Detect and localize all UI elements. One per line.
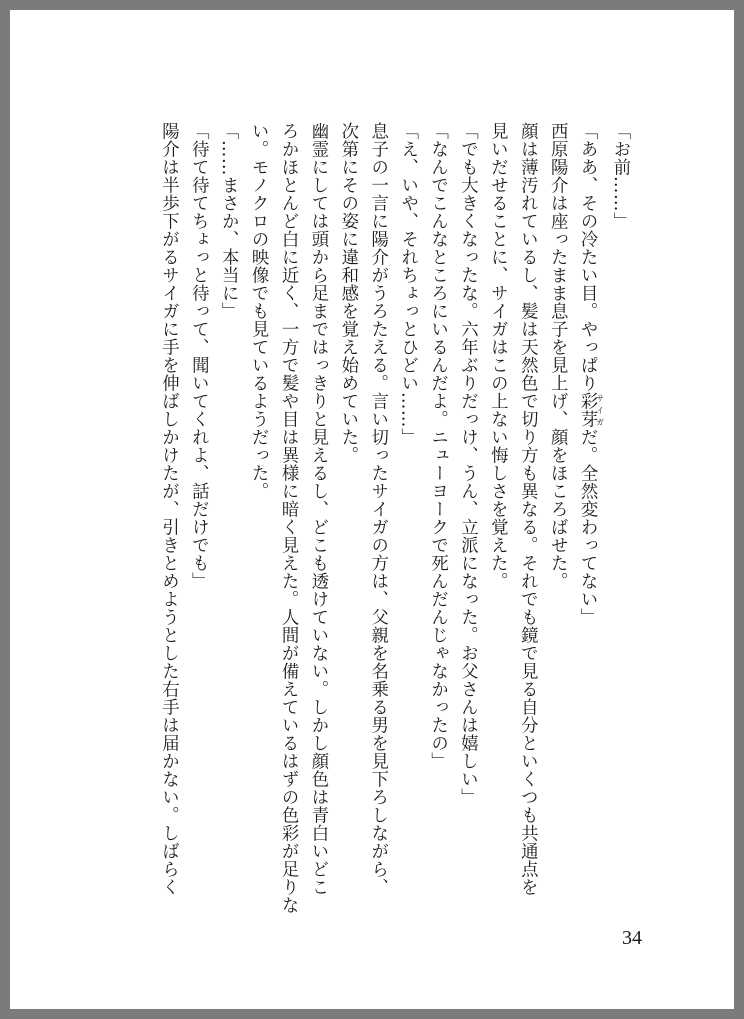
text-line: 見いだせることに、サイガはこの上ない悔しさを覚えた。 bbox=[487, 122, 508, 590]
text-line: 顔は薄汚れているし、髪は天然色で切り方も異なる。それでも鏡で見る自分といくつも共通点を bbox=[517, 122, 538, 896]
vertical-text-body bbox=[153, 122, 635, 942]
text-line: い。モノクロの映像でも見ているようだった。 bbox=[248, 122, 269, 500]
text-line: 「待て待てちょっと待って、聞いてくれよ、話だけでも」 bbox=[188, 122, 209, 590]
text-line: 西原陽介は座ったまま息子を見上げ、顔をほころばせた。 bbox=[547, 122, 568, 590]
text-line: 「なんでこんなところにいるんだよ。ニューヨークで死んだんじゃなかったの」 bbox=[427, 122, 448, 770]
text-line: 「でも大きくなったな。六年ぶりだっけ、うん、立派になった。お父さんは嬉しい」 bbox=[457, 122, 478, 806]
furigana-ruby bbox=[577, 392, 605, 428]
book-page bbox=[10, 10, 734, 1009]
text-line-tail: だ。全然変わってない」 bbox=[577, 428, 598, 626]
text-line-head: 「ああ、その冷たい目。やっぱり bbox=[577, 122, 598, 392]
page-number: 34 bbox=[622, 927, 642, 949]
ruby-reading: サイガ bbox=[595, 392, 605, 428]
text-line: 「……まさか、本当に」 bbox=[218, 122, 239, 320]
text-line: ろかほとんど白に近く、一方で髪や目は異様に暗く見えた。人間が備えているはずの色彩が足りな bbox=[278, 122, 299, 914]
text-line bbox=[571, 122, 604, 942]
text-line: 「お前……」 bbox=[610, 122, 630, 230]
text-line: 陽介は半歩下がるサイガに手を伸ばしかけたが、引きとめようとした右手は届かない。しばらく bbox=[158, 122, 179, 896]
text-line: 幽霊にしては頭から足まではっきりと見えるし、どこも透けていない。しかし顔色は青白いどこ bbox=[307, 122, 328, 896]
text-line: 次第にその姿に違和感を覚え始めていた。 bbox=[337, 122, 358, 464]
text-line: 息子の一言に陽介がうろたえる。言い切ったサイガの方は、父親を名乗る男を見下ろしながら、 bbox=[367, 122, 388, 896]
text-line: 「え、いや、それちょっとひどい……」 bbox=[397, 122, 418, 446]
ruby-base: 彩芽 bbox=[577, 392, 598, 428]
